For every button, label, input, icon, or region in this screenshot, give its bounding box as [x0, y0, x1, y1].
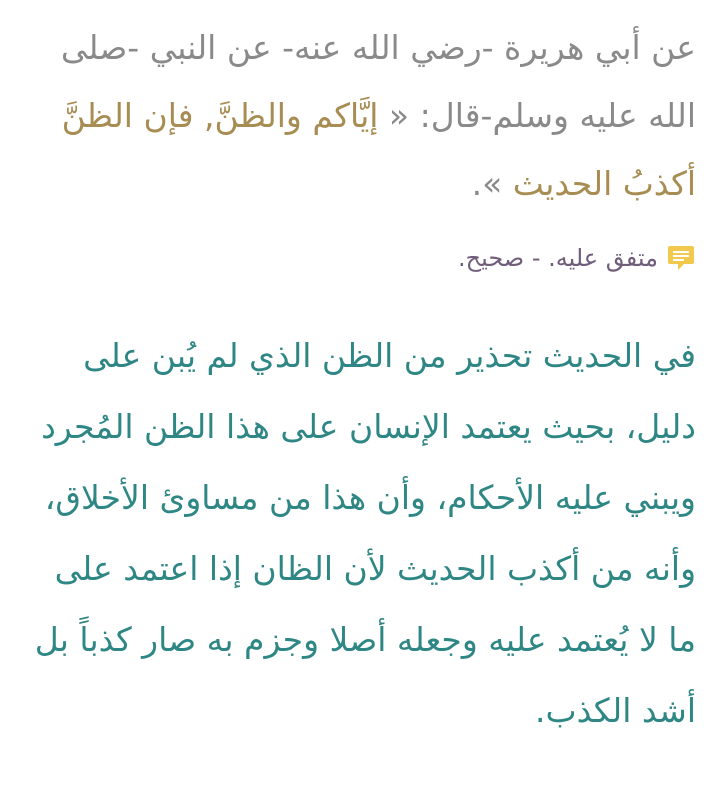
hadith-text: [24, 14, 696, 218]
note-icon: [666, 244, 696, 272]
hadith-prefix: عن أبي هريرة -رضي الله عنه- عن النبي -صلى الله عليه وسلم-قال: «: [60, 28, 696, 135]
hadith-suffix: ».: [471, 164, 513, 203]
hadith-grade: [24, 244, 696, 272]
grade-text: متفق عليه. - صحيح.: [457, 244, 658, 272]
hadith-quote: إيَّاكم والظنَّ, فإن الظنَّ أكذبُ الحديث: [61, 96, 696, 203]
hadith-explanation: في الحديث تحذير من الظن الذي لم يُبن على دليل، بحيث يعتمد الإنسان على هذا الظن المُجرد ويبني عليه الأحكام، وأن هذا من مساوئ الأخلاق، وأنه من أكذب الحديث لأن الظان إذا اعتمد على ما لا يُعتمد عليه وجعله أصلا وجزم به صار كذباً بل أشد الكذب.: [34, 336, 696, 730]
